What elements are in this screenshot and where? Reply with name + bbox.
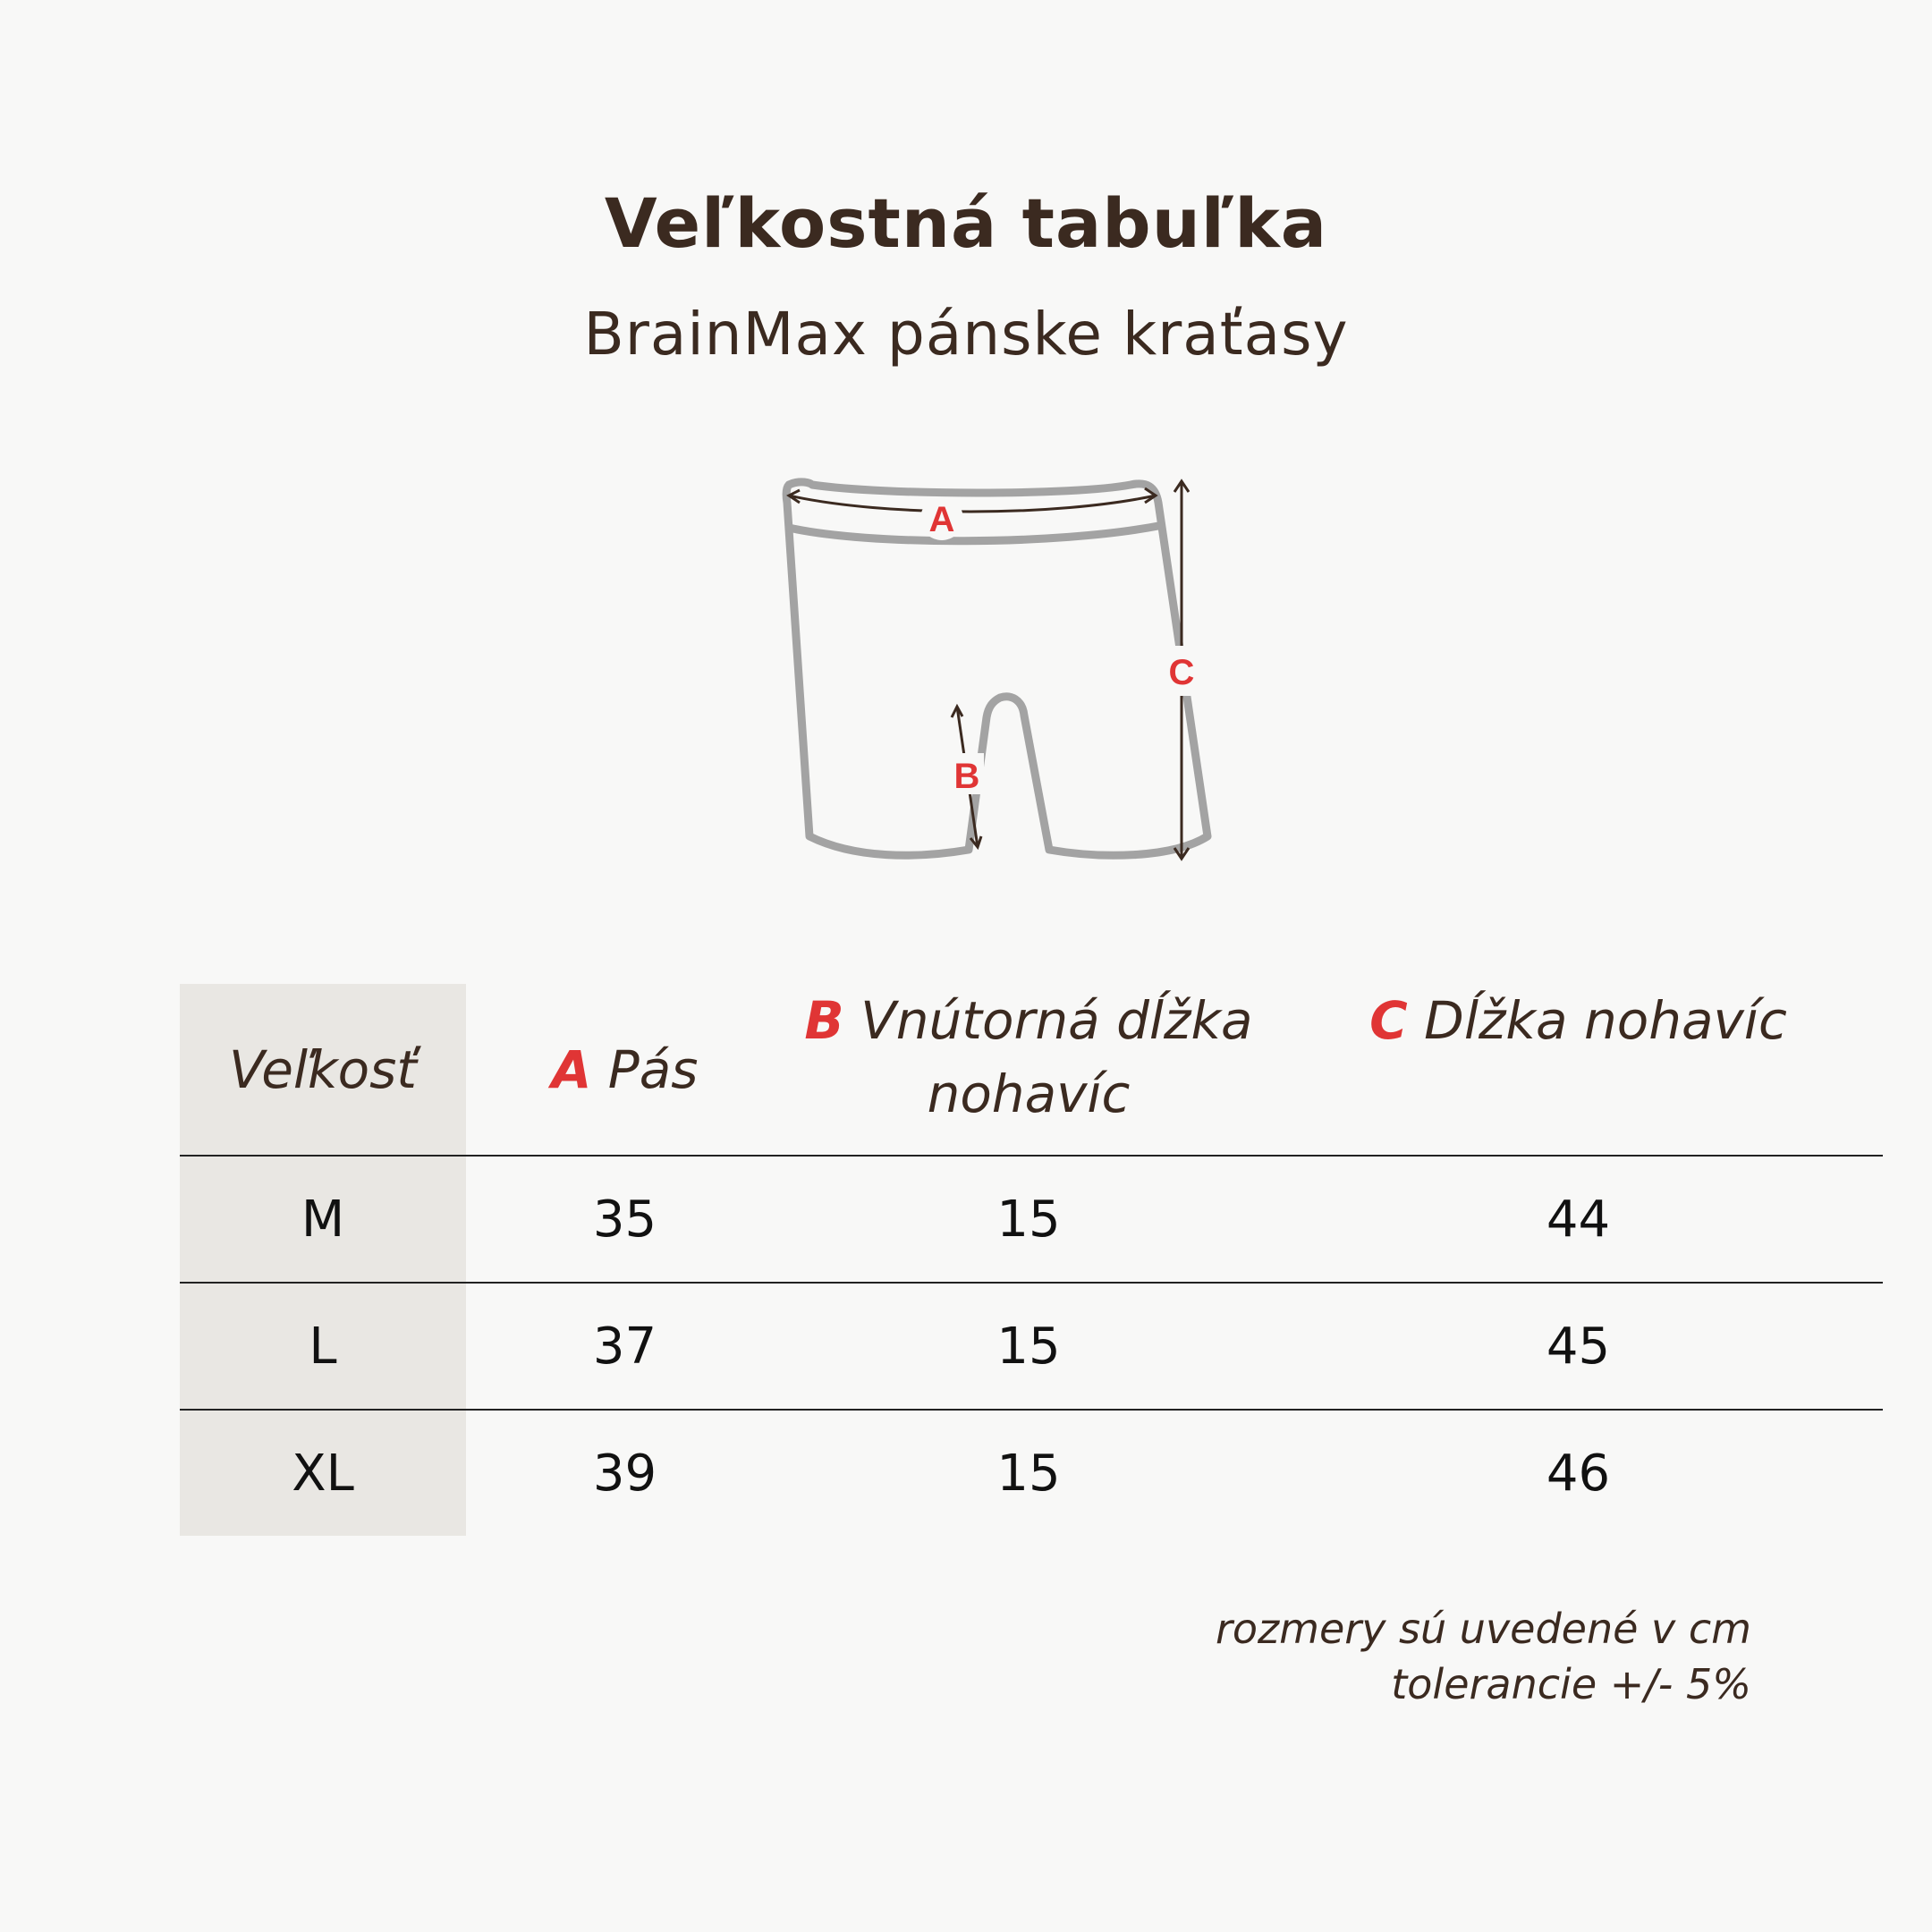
label-a: A — [928, 500, 955, 539]
cell-c: 46 — [1546, 1444, 1611, 1503]
header-a: A Pás — [466, 984, 784, 1156]
label-c: C — [1168, 653, 1195, 692]
cell-b: 15 — [996, 1444, 1061, 1503]
cell-a: 35 — [466, 1156, 784, 1283]
cell-c: 45 — [1274, 1283, 1883, 1410]
note-units: rozmery sú uvedené v cm — [1215, 1605, 1751, 1653]
label-b: B — [953, 757, 980, 796]
shorts-diagram — [716, 465, 1216, 886]
measurement-note — [1216, 1601, 1751, 1712]
cell-b: 15 — [784, 1156, 1274, 1283]
page-subtitle: BrainMax pánske kraťasy — [583, 300, 1349, 369]
size-table — [180, 984, 1883, 1536]
cell-size: M — [180, 1156, 466, 1283]
waistband-line — [789, 526, 1158, 541]
cell-c: 44 — [1274, 1156, 1883, 1283]
cell-a: 37 — [466, 1283, 784, 1410]
cell-size: XL — [180, 1410, 466, 1536]
arrow-a — [789, 496, 1156, 512]
table-row — [180, 1410, 1883, 1536]
table-row — [180, 1283, 1883, 1410]
cell-b: 15 — [784, 1283, 1274, 1410]
page-title: Veľkostná tabuľka — [604, 183, 1328, 263]
cell-a: 39 — [592, 1444, 657, 1503]
header-size: Veľkosť — [180, 984, 466, 1156]
header-b: B Vnútorná dĺžka nohavíc — [784, 984, 1274, 1156]
table-header-row — [180, 984, 1883, 1156]
header-c: C Dĺžka nohavíc — [1274, 984, 1883, 1156]
table-row — [180, 1156, 1883, 1283]
cell-size: L — [180, 1283, 466, 1410]
note-tolerance: tolerancie +/- 5% — [1391, 1660, 1751, 1708]
